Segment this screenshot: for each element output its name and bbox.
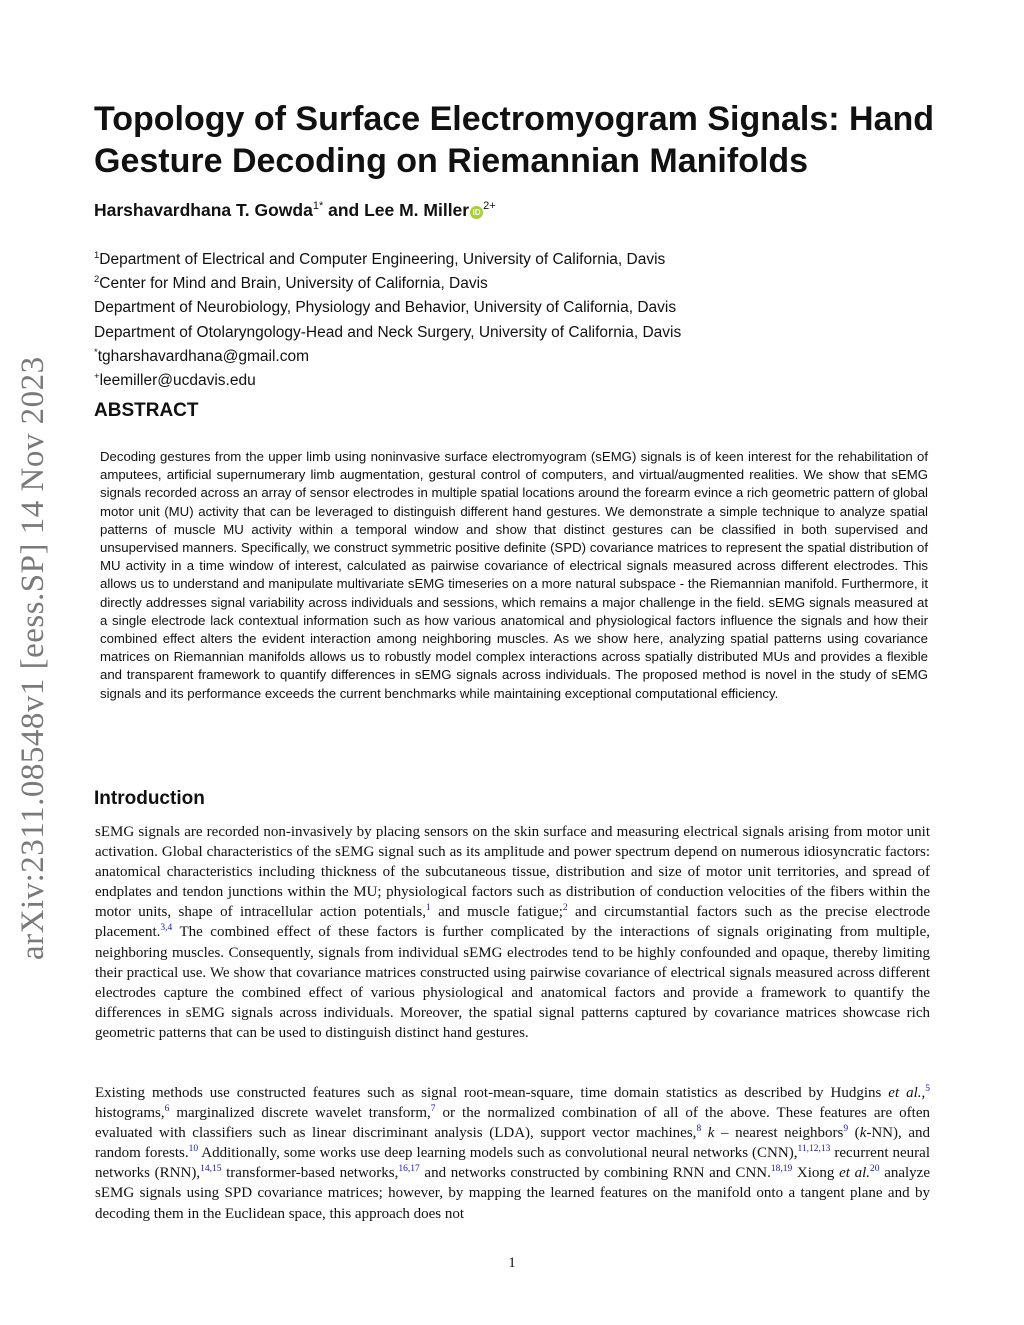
paragraph-text: marginalized discrete wavelet transform, — [169, 1105, 431, 1122]
paragraph-text: recurrent neural networks (RNN), — [95, 1145, 931, 1182]
contact-email[interactable]: leemiller@ucdavis.edu — [99, 372, 256, 390]
affiliation-text: Center for Mind and Brain, University of California, Davis — [99, 275, 488, 293]
citation-link[interactable]: 20 — [870, 1164, 880, 1175]
affiliation-text: Department of Otolaryngology-Head and Neck Surgery, University of California, Davis — [94, 323, 682, 341]
author-name: Harshavardhana T. Gowda — [94, 200, 313, 220]
italic-text: k — [707, 1125, 715, 1142]
citation-link[interactable]: 2 — [562, 903, 568, 914]
citation-link[interactable]: 16,17 — [398, 1164, 420, 1175]
abstract-text: Decoding gestures from the upper limb using noninvasive surface electromyogram (sEMG) signals is of keen interest for the rehabilitation of amputees, artificial supernumerary limb augmentation, gestural control of computers, and virtual/augmented realities. We show that sEMG signals recorded across an array of sensor electrodes in multiple spatial locations around the forearm evince a rich geometric pattern of global motor unit (MU) activity that can be leveraged to distinguish different hand gestures. We demonstrate a simple technique to analyze spatial patterns of muscle MU activity within a temporal window and show that distinct gestures can be classified in both supervised and unsupervised manners. Specifically, we construct symmetric positive definite (SPD) covariance matrices to represent the spatial distribution of MU activity in a time window of interest, calculated as pairwise covariance of electrical signals measured across different electrodes. This allows us to understand and manipulate multivariate sEMG timeseries on a more natural subspace - the Riemannian manifold. Furthermore, it directly addresses signal variability across individuals and sessions, which remains a major challenge in the field. sEMG signals measured at a single electrode lack contextual information such as how various anatomical and physiological factors influence the signals and how their combined effect alters the evident interaction among neighboring muscles. As we show here, analyzing spatial patterns using covariance matrices on Riemannian manifolds allows us to robustly model complex interactions across spatially distributed MUs and provides a flexible and transparent framework to quantify differences in sEMG signals across individuals. The proposed method is novel in the study of sEMG signals and its performance exceeds the current benchmarks while maintaining exceptional computational efficiency. — [100, 449, 928, 701]
affiliation-line — [94, 270, 681, 294]
citation-link[interactable]: 5 — [925, 1084, 931, 1094]
paragraph-text: and networks constructed by combining RNN and CNN. — [419, 1165, 771, 1182]
citation-link[interactable]: 6 — [164, 1104, 170, 1115]
citation-link[interactable]: 11,12,13 — [797, 1144, 831, 1155]
paragraph-text: and muscle fatigue; — [430, 904, 563, 921]
page-title: Topology of Surface Electromyogram Signals: Hand Gesture Decoding on Riemannian Manifolds — [94, 100, 935, 180]
paragraph-text: Xiong — [792, 1165, 840, 1182]
italic-text: k — [859, 1125, 867, 1142]
arxiv-side-stamp: arXiv:2311.08548v1 [eess.SP] 14 Nov 2023 — [15, 356, 51, 960]
affiliation-text: Department of Neurobiology, Physiology and Behavior, University of California, Davis — [94, 299, 677, 317]
italic-text: et al. — [839, 1165, 871, 1182]
italic-text: et al. — [888, 1085, 922, 1101]
paragraph-text: transformer-based networks, — [221, 1165, 399, 1182]
affiliation-mark: 1 — [94, 250, 100, 261]
affiliation-mark: + — [94, 371, 100, 383]
citation-link[interactable]: 1 — [425, 903, 431, 914]
abstract-heading: ABSTRACT — [94, 400, 199, 421]
paragraph-text: and circumstantial factors such as the precise electrode placement. — [95, 904, 930, 941]
contact-email[interactable]: tgharshavardhana@gmail.com — [97, 347, 310, 365]
author-name: Lee M. Miller — [364, 200, 470, 220]
paragraph-text: The combined effect of these factors is further complicated by the interactions of signals originating from multiple, neighboring muscles. Consequently, signals from individual sEMG electrodes tend to be highly confounded and opaque, thereby limiting their practical use. We show that covariance matrices constructed using pairwise covariance of electrical signals measured across different electrodes capture the combined effect of various physiological and anatomical factors and provide a framework to quantify the differences in sEMG signals across individuals. Moreover, the spatial signal patterns captured by covariance matrices showcase rich geometric patterns that can be used to distinguish distinct hand gestures. — [95, 924, 930, 1041]
citation-link[interactable]: 3,4 — [160, 923, 173, 934]
citation-link[interactable]: 18,19 — [770, 1164, 793, 1175]
citation-link[interactable]: 7 — [430, 1104, 436, 1115]
affiliation-text: Department of Electrical and Computer Engineering, University of California, Davis — [99, 251, 666, 268]
paragraph-text: ( — [848, 1125, 860, 1142]
affiliation-line — [94, 294, 681, 318]
affiliation-line — [94, 319, 681, 343]
introduction-heading: Introduction — [94, 788, 205, 809]
affiliation-line — [94, 246, 681, 270]
page-number: 1 — [508, 1255, 516, 1271]
introduction-paragraph — [95, 822, 930, 1043]
introduction-paragraph — [95, 1083, 930, 1224]
citation-link[interactable]: 10 — [188, 1144, 199, 1155]
author-affiliation-mark: 2+ — [483, 200, 496, 212]
orcid-icon[interactable]: iD — [470, 206, 483, 219]
paragraph-text: histograms, — [95, 1105, 165, 1122]
paragraph-text: – nearest neighbors — [714, 1125, 844, 1142]
author-affiliation-mark: 1* — [312, 200, 324, 212]
citation-link[interactable]: 14,15 — [200, 1164, 222, 1175]
affiliation-mark: * — [94, 346, 98, 358]
paragraph-text: Additionally, some works use deep learning models such as convolutional neural networks (CNN), — [198, 1145, 798, 1162]
affiliation-mark: 2 — [94, 274, 100, 286]
affiliation-line — [94, 367, 681, 391]
affiliation-line — [94, 343, 681, 367]
author-connector: and — [323, 200, 365, 220]
citation-link[interactable]: 8 — [696, 1124, 702, 1135]
paragraph-text: or the normalized combination of all of the above. These features are often evaluated with classifiers such as linear discriminant analysis (LDA), support vector machines, — [95, 1105, 931, 1142]
citation-link[interactable]: 9 — [843, 1124, 849, 1135]
author-line — [94, 200, 496, 221]
paragraph-text: Existing methods use constructed features such as signal root-mean-square, time domain statistics as described by Hudgins — [95, 1085, 889, 1101]
paragraph-text: -NN), and random forests. — [95, 1125, 931, 1162]
paragraph-text: sEMG signals are recorded non-invasively by placing sensors on the skin surface and measuring electrical signals arising from motor unit activation. Global characteristics of the sEMG signal such as its amplitude and power spectrum depend on numerous idiosyncratic factors: anatomical characteristics including thickness of the subcutaneous tissue, distribution and size of motor unit territories, and spread of endplates and tendon junctions within the MU; physiological factors such as distribution of conduction velocities of the fibers within the motor units, shape of intracellular action potentials, — [95, 824, 930, 921]
affiliations-list — [94, 246, 681, 391]
paragraph-text — [701, 1125, 708, 1141]
paragraph-text: , — [921, 1085, 926, 1101]
paragraph-text: analyze sEMG signals using SPD covariance matrices; however, by mapping the learned features on the manifold onto a tangent plane and by decoding them in the Euclidean space, this approach does not — [95, 1165, 930, 1222]
